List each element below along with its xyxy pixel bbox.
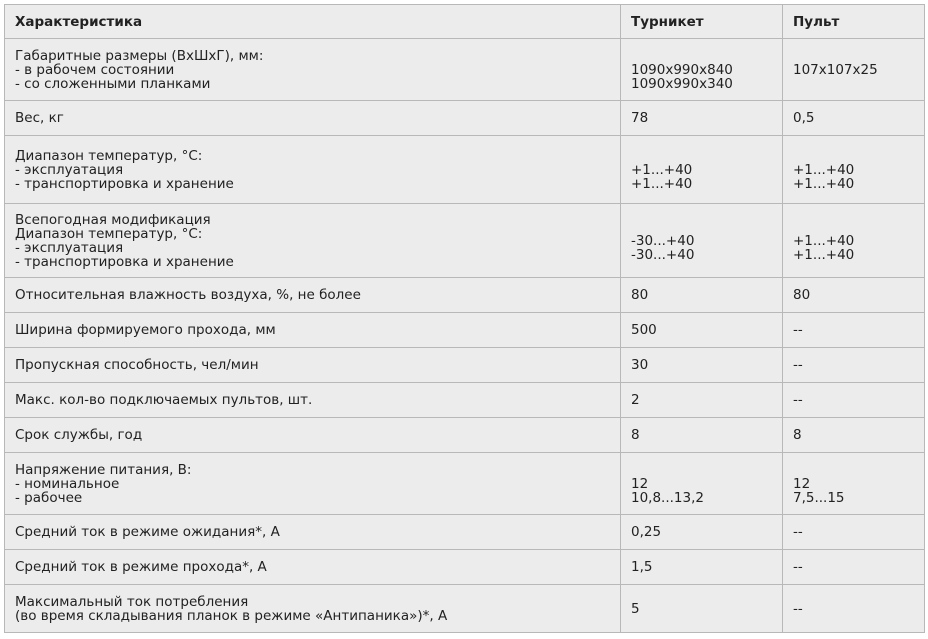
value-line: --: [793, 357, 803, 373]
param-line: - эксплуатация: [15, 161, 124, 178]
remote-cell: [783, 101, 925, 136]
param-line: Габаритные размеры (ВхШхГ), мм:: [15, 47, 264, 64]
table-row-passage-current: [5, 550, 925, 585]
header-characteristic: Характеристика: [5, 5, 621, 39]
turnstile-cell: [621, 418, 783, 453]
table-row-supply-voltage: [5, 453, 925, 515]
turnstile-cell: [621, 101, 783, 136]
remote-cell: [783, 348, 925, 383]
turnstile-cell: [621, 550, 783, 585]
value-line: 107x107x25: [793, 61, 878, 78]
value-line: 12: [793, 475, 811, 492]
value-line: 30: [631, 357, 649, 373]
param-cell: [5, 136, 621, 204]
remote-cell: [783, 383, 925, 418]
param-cell: [5, 278, 621, 313]
param-line: Диапазон температур, °С:: [15, 147, 203, 164]
value-line: -30...+40: [631, 232, 695, 249]
value-line: 78: [631, 110, 649, 126]
param-line: Пропускная способность, чел/мин: [15, 357, 259, 373]
header-row: [5, 5, 925, 39]
remote-cell: [783, 278, 925, 313]
value-line: --: [793, 524, 803, 540]
value-line: 500: [631, 322, 657, 338]
value-line: --: [793, 600, 803, 617]
value-line: --: [793, 392, 803, 408]
turnstile-cell: [621, 136, 783, 204]
table-row-max-current: [5, 585, 925, 633]
param-line: Вес, кг: [15, 110, 64, 126]
value-line: +1...+40: [631, 161, 693, 178]
turnstile-cell: [621, 204, 783, 278]
value-line: 7,5...15: [793, 489, 845, 506]
param-line: Средний ток в режиме прохода*, А: [15, 559, 267, 575]
value-line: 8: [793, 427, 802, 443]
turnstile-cell: [621, 383, 783, 418]
param-cell: [5, 383, 621, 418]
param-line: - номинальное: [15, 475, 120, 492]
remote-cell: [783, 453, 925, 515]
table-row-max-remotes: [5, 383, 925, 418]
param-line: Средний ток в режиме ожидания*, А: [15, 524, 280, 540]
remote-cell: [783, 136, 925, 204]
param-line: Макс. кол-во подключаемых пультов, шт.: [15, 392, 313, 408]
remote-cell: [783, 204, 925, 278]
param-cell: [5, 550, 621, 585]
value-line: 5: [631, 600, 640, 617]
value-line: 1090x990x340: [631, 75, 733, 92]
table-row-dimensions: [5, 39, 925, 101]
param-line: Срок службы, год: [15, 427, 143, 443]
param-cell: [5, 418, 621, 453]
param-cell: [5, 515, 621, 550]
param-line: - в рабочем состоянии: [15, 61, 175, 78]
param-line: - транспортировка и хранение: [15, 253, 234, 270]
value-line: 2: [631, 392, 640, 408]
header-remote: Пульт: [783, 5, 925, 39]
table-row-all-weather: [5, 204, 925, 278]
param-line: Относительная влажность воздуха, %, не более: [15, 287, 361, 303]
value-line: 1,5: [631, 559, 653, 575]
param-cell: [5, 313, 621, 348]
param-line: Всепогодная модификация: [15, 211, 211, 228]
param-cell: [5, 585, 621, 633]
turnstile-cell: [621, 278, 783, 313]
param-line: Напряжение питания, В:: [15, 461, 192, 478]
table-row-standby-current: [5, 515, 925, 550]
remote-cell: [783, 515, 925, 550]
param-line: Диапазон температур, °С:: [15, 225, 203, 242]
header-turnstile: Турникет: [621, 5, 783, 39]
turnstile-cell: [621, 313, 783, 348]
table-row-weight: [5, 101, 925, 136]
value-line: +1...+40: [631, 175, 693, 192]
value-line: --: [793, 322, 803, 338]
remote-cell: [783, 39, 925, 101]
spec-table: [4, 4, 925, 633]
param-cell: [5, 348, 621, 383]
param-cell: [5, 453, 621, 515]
value-line: +1...+40: [793, 161, 855, 178]
param-cell: [5, 204, 621, 278]
param-cell: [5, 39, 621, 101]
remote-cell: [783, 313, 925, 348]
turnstile-cell: [621, 348, 783, 383]
param-line: Ширина формируемого прохода, мм: [15, 322, 276, 338]
turnstile-cell: [621, 515, 783, 550]
value-line: +1...+40: [793, 232, 855, 249]
value-line: 8: [631, 427, 640, 443]
table-row-humidity: [5, 278, 925, 313]
param-line: - транспортировка и хранение: [15, 175, 234, 192]
turnstile-cell: [621, 453, 783, 515]
value-line: +1...+40: [793, 246, 855, 263]
param-line: Максимальный ток потребления: [15, 593, 249, 610]
param-line: - со сложенными планками: [15, 75, 211, 92]
value-line: 10,8...13,2: [631, 489, 704, 506]
remote-cell: [783, 418, 925, 453]
value-line: 12: [631, 475, 649, 492]
value-line: -30...+40: [631, 246, 695, 263]
value-line: 0,5: [793, 110, 815, 126]
value-line: 80: [631, 287, 649, 303]
table-row-throughput: [5, 348, 925, 383]
turnstile-cell: [621, 39, 783, 101]
param-line: - рабочее: [15, 489, 83, 506]
turnstile-cell: [621, 585, 783, 633]
value-line: 0,25: [631, 524, 662, 540]
param-line: (во время складывания планок в режиме «Антипаника»)*, А: [15, 607, 448, 624]
param-line: - эксплуатация: [15, 239, 124, 256]
table-row-temperature: [5, 136, 925, 204]
remote-cell: [783, 585, 925, 633]
value-line: 1090x990x840: [631, 61, 733, 78]
remote-cell: [783, 550, 925, 585]
table-row-passage-width: [5, 313, 925, 348]
value-line: --: [793, 559, 803, 575]
value-line: 80: [793, 287, 811, 303]
table-row-service-life: [5, 418, 925, 453]
value-line: +1...+40: [793, 175, 855, 192]
param-cell: [5, 101, 621, 136]
